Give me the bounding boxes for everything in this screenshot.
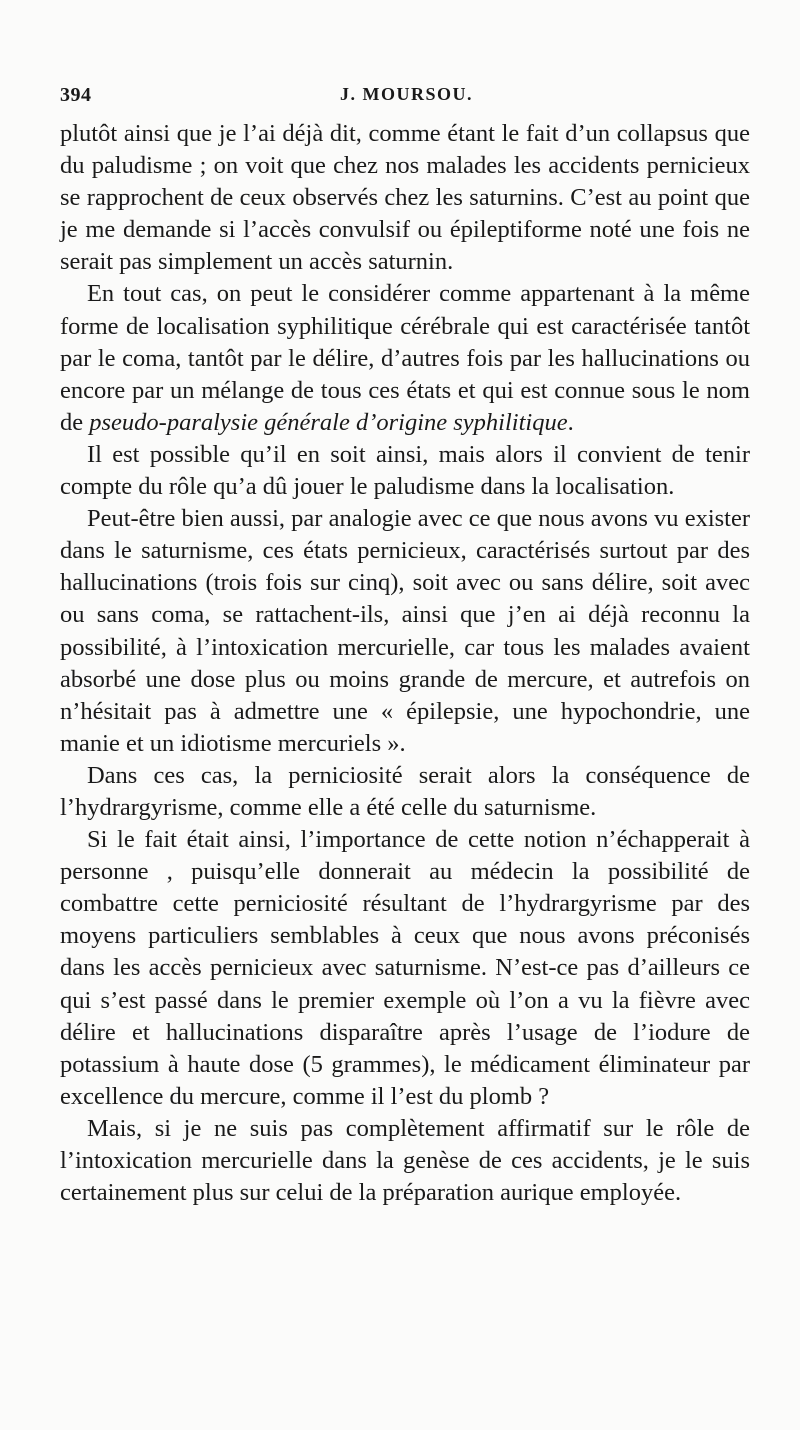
paragraph-7: Mais, si je ne suis pas complètement affirmatif sur le rôle de l’intoxication mercurielle dans la genèse de ces accidents, je le suis certainement plus sur celui de la préparation aurique employée. [60,1114,750,1207]
running-head [60,84,750,118]
paragraph-4: Peut-être bien aussi, par analogie avec ce que nous avons vu exister dans le saturnisme, ces états pernicieux, caractérisés surtout par des hallucinations (trois fois sur cinq), soit avec ou sans délire, soit avec ou sans coma, se rattachent-ils, ainsi que j’en ai déjà reconnu la possibilité, à l’intoxication mercurielle, car tous les malades avaient absorbé une dose plus ou moins grande de mercure, et autrefois on n’hésitait pas à admettre une « épilepsie, une hypochondrie, une manie et un idiotisme mercuriels ». [60,505,750,757]
paragraph-6: Si le fait était ainsi, l’importance de cette notion n’échapperait à personne , puisqu’elle donnerait au médecin la possibilité de combattre cette perniciosité résultant de l’hydrargyrisme par des moyens particuliers semblables à ceux que nous avons préconisés dans les accès pernicieux avec saturnisme. N’est-ce pas d’ailleurs ce qui s’est passé dans le premier exemple où l’on a vu la fièvre avec délire et hallucinations disparaître après l’usage de l’iodure de potassium à haute dose (5 grammes), le médicament éliminateur par excellence du mercure, comme il l’est du plomb ? [60,826,750,1110]
body-text [60,118,750,1209]
paragraph-2-italic-term: pseudo-paralysie générale d’origine syphilitique [89,408,568,436]
paragraph-1: plutôt ainsi que je l’ai déjà dit, comme étant le fait d’un collapsus que du paludisme ; on voit que chez nos malades les accidents pernicieux se rapprochent de ceux observés chez les saturnins. C’est au point que je me demande si l’accès convulsif ou épileptiforme noté une fois ne serait pas simplement un accès saturnin. [60,120,750,276]
running-title: J. MOURSOU. [340,84,473,104]
paragraph-2-text: En tout cas, on peut le considérer comme appartenant à la même forme de localisation syphilitique cérébrale qui est caractérisée tantôt par le coma, tantôt par le délire, d’autres fois par les hallucinations ou encore par un mélange de tous ces états et qui est connue sous le nom de [60,280,750,436]
page-number: 394 [60,84,92,106]
paragraph-2-end: . [567,408,574,436]
paragraph-3: Il est possible qu’il en soit ainsi, mais alors il convient de tenir compte du rôle qu’a dû jouer le paludisme dans la localisation. [60,440,750,501]
paragraph-5: Dans ces cas, la perniciosité serait alors la conséquence de l’hydrargyrisme, comme elle a été celle du saturnisme. [60,761,750,821]
paragraph-2 [60,278,750,438]
